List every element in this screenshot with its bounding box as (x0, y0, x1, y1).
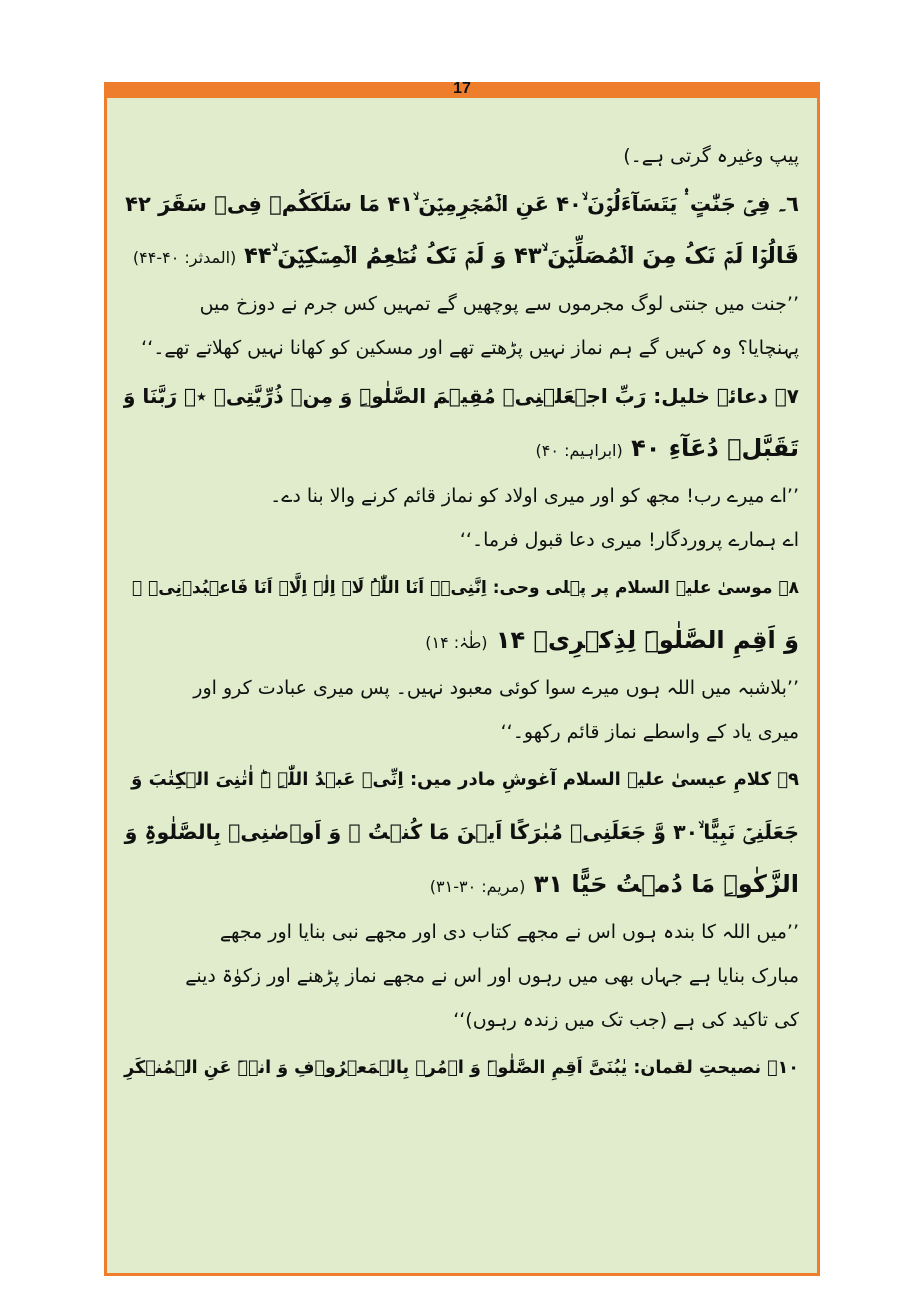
line-text: ’’میں اللہ کا بندہ ہوں اس نے مجھے کتاب دی اور مجھے نبی بنایا اور مجھے (219, 921, 799, 943)
verse-reference: (المدثر: ۴۰-۴۴) (132, 248, 237, 267)
verse-reference: (مریم: ۳۰-۳۱) (429, 877, 526, 896)
line-text: قَالُوۡا لَمۡ نَکُ مِنَ الۡمُصَلِّیۡنَ ۙ۴۳ وَ لَمۡ نَکُ نُطۡعِمُ الۡمِسۡکِیۡنَ ۙ۴۴ (244, 243, 799, 269)
line-text: ١٠۔ نصیحتِ لقمان: یٰبُنَیَّ اَقِمِ الصَّلٰوۃَ وَ اۡمُرۡ بِالۡمَعۡرُوۡفِ وَ انۡہَ عَنِ الۡمُنۡکَرِ (124, 1058, 799, 1078)
urdu-text-line (123, 474, 799, 518)
line-text: اے ہمارے پروردگار! میری دعا قبول فرما۔‘‘ (459, 529, 799, 551)
page-number: 17 (453, 80, 471, 97)
arabic-verse-line (123, 422, 799, 474)
line-text: وَ اَقِمِ الصَّلٰوۃَ لِذِکۡرِیۡ ۱۴ (495, 626, 799, 654)
line-text: ’’اے میرے رب! مجھ کو اور میری اولاد کو نماز قائم کرنے والا بنا دے۔ (270, 485, 799, 507)
urdu-text-line (123, 910, 799, 954)
verse-reference: (طٰہٰ: ۱۴) (425, 633, 488, 652)
section-heading (123, 178, 799, 230)
urdu-text-line (123, 998, 799, 1042)
line-text: تَقَبَّلۡ دُعَآءِ ۴۰ (631, 434, 799, 462)
urdu-text-line (123, 326, 799, 370)
arabic-verse-line (123, 614, 799, 666)
line-text: ٨۔ موسیٰ علیہ السلام پر پہلی وحی: اِنَّنِیۡۤ اَنَا اللّٰہُ لَاۤ اِلٰہَ اِلَّاۤ اَنَا فَاعۡبُدۡنِیۡ ۙ (131, 578, 799, 598)
line-text: کی تاکید کی ہے (جب تک میں زندہ رہوں)‘‘ (453, 1009, 799, 1031)
line-text: پیپ وغیرہ گرتی ہے۔) (623, 145, 799, 167)
line-text: ٧۔ دعائے خلیل: رَبِّ اجۡعَلۡنِیۡ مُقِیۡمَ الصَّلٰوۃِ وَ مِنۡ ذُرِّیَّتِیۡ ٭ۖ رَبَّنَا وَ (123, 384, 799, 408)
section-heading (123, 562, 799, 614)
page-content (123, 134, 799, 1267)
line-text: جَعَلَنِیۡ نَبِیًّا ۙ۳۰ وَّ جَعَلَنِیۡ مُبٰرَکًا اَیۡنَ مَا کُنۡتُ ۪ وَ اَوۡصٰنِیۡ بِالصَّلٰوۃِ وَ (124, 820, 799, 844)
urdu-text-line (123, 518, 799, 562)
page-frame (104, 82, 820, 1276)
urdu-text-line (123, 666, 799, 710)
line-text: ٦۔ فِیۡ جَنّٰتٍ ۛ۟ یَتَسَآءَلُوۡنَ ۙ۴۰ عَنِ الۡمُجۡرِمِیۡنَ ۙ۴۱ مَا سَلَکَکُمۡ فِیۡ سَقَرَ ۴۲ (125, 192, 799, 216)
urdu-text-line (123, 134, 799, 178)
line-text: ’’بلاشبہ میں اللہ ہوں میرے سوا کوئی معبود نہیں۔ پس میری عبادت کرو اور (193, 677, 799, 699)
arabic-verse-line (123, 230, 799, 282)
line-text: پہنچایا؟ وہ کہیں گے ہم نماز نہیں پڑھتے تھے اور مسکین کو کھانا نہیں کھلاتے تھے۔‘‘ (141, 337, 799, 359)
arabic-verse-line (123, 858, 799, 910)
section-heading (123, 754, 799, 806)
section-heading (123, 1042, 799, 1094)
line-text: ٩۔ کلامِ عیسیٰ علیہ السلام آغوشِ مادر میں: اِنِّیۡ عَبۡدُ اللّٰہِ ۟ؕ اٰتٰنِیَ الۡکِتٰبَ وَ (131, 769, 799, 790)
section-heading (123, 370, 799, 422)
line-text: میری یاد کے واسطے نماز قائم رکھو۔‘‘ (500, 721, 799, 743)
verse-reference: (ابراہیم: ۴۰) (535, 441, 623, 460)
line-text: مبارک بنایا ہے جہاں بھی میں رہوں اور اس نے مجھے نماز پڑھنے اور زکوٰۃ دینے (185, 965, 799, 987)
urdu-text-line (123, 282, 799, 326)
arabic-verse-line (123, 806, 799, 858)
line-text: الزَّکٰوۃِ مَا دُمۡتُ حَیًّا ۳۱ (533, 870, 799, 898)
urdu-text-line (123, 954, 799, 998)
line-text: ’’جنت میں جنتی لوگ مجرموں سے پوچھیں گے تمہیں کس جرم نے دوزخ میں (199, 293, 799, 315)
urdu-text-line (123, 710, 799, 754)
